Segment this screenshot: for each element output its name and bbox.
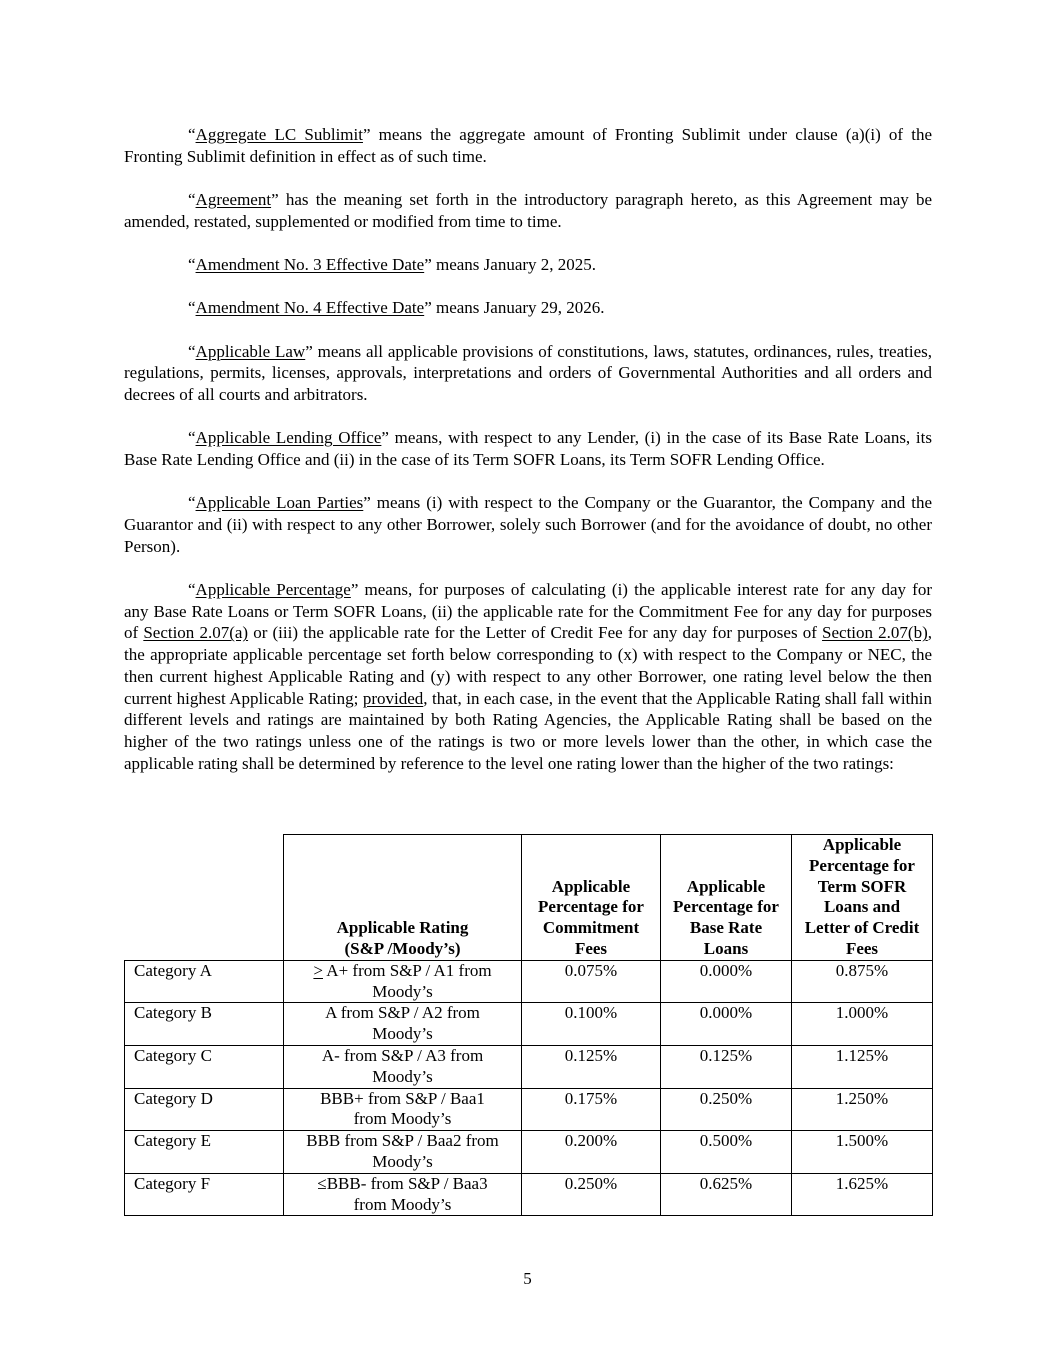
- table-row: [125, 1045, 933, 1088]
- defined-term: Applicable Lending Office: [195, 428, 382, 448]
- section-reference: Section 2.07(b): [822, 623, 928, 643]
- commitment-fee-cell: 0.175%: [522, 1088, 661, 1131]
- sofr-cell: 1.625%: [792, 1173, 933, 1216]
- category-cell: Category A: [125, 960, 284, 1003]
- sofr-cell: 1.250%: [792, 1088, 933, 1131]
- header-applicable-rating: Applicable Rating (S&P /Moody’s): [284, 835, 522, 961]
- commitment-fee-cell: 0.125%: [522, 1045, 661, 1088]
- header-base-rate-loans: Applicable Percentage for Base Rate Loans: [661, 835, 792, 961]
- table-row: [125, 1173, 933, 1216]
- base-rate-cell: 0.250%: [661, 1088, 792, 1131]
- commitment-fee-cell: 0.075%: [522, 960, 661, 1003]
- table-header-row: [125, 835, 933, 961]
- definition-amendment-3-date: “Amendment No. 3 Effective Date” means January 2, 2025.: [188, 255, 597, 274]
- sofr-cell: 1.000%: [792, 1003, 933, 1046]
- rating-cell: BBB+ from S&P / Baa1 from Moody’s: [284, 1088, 522, 1131]
- defined-term: Applicable Loan Parties: [195, 493, 364, 513]
- page-number: 5: [523, 1269, 532, 1288]
- category-cell: Category B: [125, 1003, 284, 1046]
- category-cell: Category F: [125, 1173, 284, 1216]
- base-rate-cell: 0.500%: [661, 1131, 792, 1174]
- greater-equal-symbol: >: [313, 960, 323, 980]
- applicable-percentage-table: [124, 834, 933, 1216]
- category-cell: Category C: [125, 1045, 284, 1088]
- proviso-term: provided: [362, 688, 424, 708]
- definition-aggregate-lc-sublimit: “Aggregate LC Sublimit” means the aggregate amount of Fronting Sublimit under clause (a)(i) of the Fronting Sublimit definition in effect as of such time.: [124, 125, 933, 166]
- base-rate-cell: 0.125%: [661, 1045, 792, 1088]
- document-body: [124, 124, 932, 796]
- table-row: [125, 1003, 933, 1046]
- definition-applicable-lending-office: “Applicable Lending Office” means, with respect to any Lender, (i) in the case of its Base Rate Loans, its Base Rate Lending Office and (ii) in the case of its Term SOFR Loans, its Term SOFR Lending Office.: [124, 428, 932, 469]
- rating-cell: A- from S&P / A3 from Moody’s: [284, 1045, 522, 1088]
- base-rate-cell: 0.625%: [661, 1173, 792, 1216]
- definition-applicable-percentage: “Applicable Percentage” means, for purposes of calculating (i) the applicable interest rate for any day for any Base Rate Loans or Term SOFR Loans, (ii) the applicable rate for the Commitment Fee for any day for purposes of Section 2.07(a) or (iii) the applicable rate for the Letter of Credit Fee for any day for purposes of Section 2.07(b), the appropriate applicable percentage set forth below corresponding to (x) with respect to the Company or NEC, the then current highest Applicable Rating and (y) with respect to any other Borrower, one rating level below the then current highest Applicable Rating; provided, that, in each case, in the event that the Applicable Rating shall fall within different levels and ratings are maintained by both Rating Agencies, the Applicable Rating shall be based on the higher of the two ratings unless one of the ratings is two or more levels lower than the other, in which case the applicable rating shall be determined by reference to the level one rating lower than the higher of the two ratings:: [124, 580, 932, 773]
- category-cell: Category D: [125, 1088, 284, 1131]
- commitment-fee-cell: 0.100%: [522, 1003, 661, 1046]
- base-rate-cell: 0.000%: [661, 1003, 792, 1046]
- table-row: [125, 960, 933, 1003]
- definition-amendment-4-date: “Amendment No. 4 Effective Date” means January 29, 2026.: [188, 298, 605, 318]
- defined-term: Applicable Law: [195, 341, 306, 361]
- defined-term: Applicable Percentage: [195, 580, 351, 599]
- rating-cell: A from S&P / A2 from Moody’s: [284, 1003, 522, 1046]
- category-cell: Category E: [125, 1131, 284, 1174]
- table-row: [125, 1131, 933, 1174]
- section-reference: Section 2.07(a): [143, 623, 249, 643]
- rating-cell: > A+ from S&P / A1 from Moody’s: [284, 960, 522, 1003]
- defined-term: Agreement: [195, 190, 272, 209]
- commitment-fee-cell: 0.200%: [522, 1131, 661, 1174]
- defined-term: Amendment No. 4 Effective Date: [195, 298, 425, 318]
- table-row: [125, 1088, 933, 1131]
- header-blank-cell: [125, 835, 284, 961]
- base-rate-cell: 0.000%: [661, 960, 792, 1003]
- rating-cell: BBB from S&P / Baa2 from Moody’s: [284, 1131, 522, 1174]
- sofr-cell: 1.125%: [792, 1045, 933, 1088]
- header-commitment-fees: Applicable Percentage for Commitment Fees: [522, 835, 661, 961]
- sofr-cell: 1.500%: [792, 1131, 933, 1174]
- definition-applicable-loan-parties: “Applicable Loan Parties” means (i) with respect to the Company or the Guarantor, the Company and the Guarantor and (ii) with respect to any other Borrower, solely such Borrower (and for the avoidance of doubt, no other Person).: [124, 493, 932, 556]
- definition-applicable-law: “Applicable Law” means all applicable provisions of constitutions, laws, statutes, ordinances, rules, treaties, regulations, permits, licenses, approvals, interpretations and orders of Governmental Authorities and all orders and decrees of all courts and arbitrators.: [124, 341, 932, 404]
- commitment-fee-cell: 0.250%: [522, 1173, 661, 1216]
- sofr-cell: 0.875%: [792, 960, 933, 1003]
- definition-agreement: “Agreement” has the meaning set forth in the introductory paragraph hereto, as this Agreement may be amended, restated, supplemented or modified from time to time.: [124, 190, 932, 231]
- defined-term: Aggregate LC Sublimit: [195, 125, 363, 144]
- rating-cell: ≤BBB- from S&P / Baa3 from Moody’s: [284, 1173, 522, 1216]
- defined-term: Amendment No. 3 Effective Date: [195, 255, 425, 274]
- header-sofr-loans-lc-fees: Applicable Percentage for Term SOFR Loans and Letter of Credit Fees: [792, 835, 933, 961]
